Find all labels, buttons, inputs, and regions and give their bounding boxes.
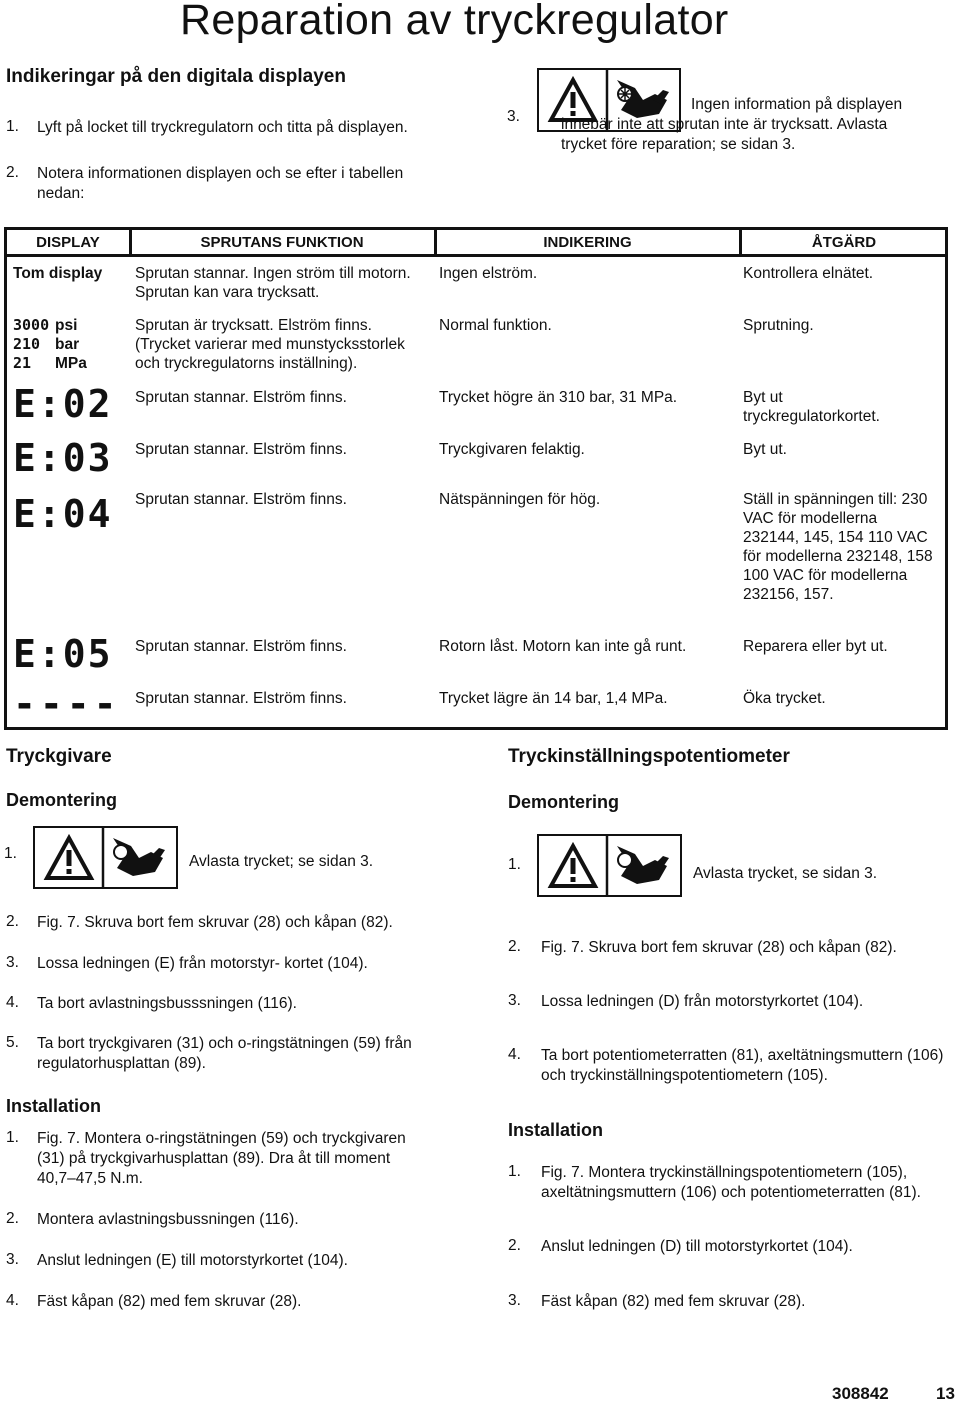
function-cell: Sprutan stannar. Elström finns. — [135, 389, 347, 406]
step-text: Avlasta trycket, se sidan 3. — [693, 865, 878, 882]
step-number: 1. — [508, 1163, 521, 1180]
step-number: 4. — [6, 994, 19, 1011]
step-number: 3. — [6, 954, 19, 971]
header-action: ÅTGÄRD — [811, 234, 877, 251]
document-number: 308842 — [832, 1384, 889, 1403]
display-unit-mpa: MPa — [55, 355, 87, 372]
indication-cell: Normal funktion. — [439, 317, 552, 334]
action-cell: Ställ in spänningen till: 230 VAC för modellerna 232144, 145, 154 110 VAC för modellerna 232148, 158 100 VAC för modellerna 232156, 157. — [743, 491, 933, 603]
step-number: 2. — [6, 164, 19, 181]
display-unit-psi: psi — [55, 317, 78, 334]
step-text: Ta bort tryckgivaren (31) och o-ringstätningen (59) från regulatorhusplattan (89). — [37, 1035, 412, 1072]
indication-cell: Nätspänningen för hög. — [439, 491, 601, 508]
function-cell: Sprutan stannar. Elström finns. — [135, 491, 347, 508]
page-title: Reparation av tryckregulator — [180, 0, 729, 44]
display-mpa-value: 21 — [13, 354, 32, 372]
step-number: 3. — [507, 108, 520, 125]
page-number: 13 — [936, 1384, 955, 1403]
step-text: Fig. 7. Skruva bort fem skruvar (28) och kåpan (82). — [37, 914, 393, 931]
display-error-code: E:05 — [13, 632, 113, 676]
step-text: Anslut ledningen (E) till motorstyrkortet (104). — [37, 1252, 348, 1269]
step-text: Avlasta trycket; se sidan 3. — [189, 853, 374, 870]
step-number: 4. — [508, 1046, 521, 1063]
step-text: Ta bort avlastningsbusssningen (116). — [37, 995, 297, 1012]
warning-text: Ingen information på displayen innebär inte att sprutan inte är trycksatt. Avlasta trycket före reparation; se sidan 3. — [561, 96, 903, 153]
function-cell: Sprutan stannar. Elström finns. — [135, 638, 347, 655]
subsection-heading: Demontering — [508, 792, 620, 812]
step-number: 2. — [508, 938, 521, 955]
header-function: SPRUTANS FUNKTION — [200, 234, 364, 251]
display-psi-value: 3000 — [13, 316, 50, 334]
step-text: Lossa ledningen (E) från motorstyr- kortet (104). — [37, 955, 368, 972]
display-low-pressure: ---- — [13, 682, 121, 726]
function-cell: Sprutan är trycksatt. Elström finns. (Trycket varierar med munstycksstorlek och tryckregulatorns inställning). — [135, 317, 405, 372]
warning-icons — [537, 834, 682, 897]
step-text: Notera informationen displayen och se efter i tabellen nedan: — [37, 165, 404, 202]
section-heading: Tryckinställningspotentiometer — [508, 746, 790, 767]
display-unit-bar: bar — [55, 336, 80, 353]
display-table — [4, 227, 948, 730]
action-cell: Reparera eller byt ut. — [743, 638, 888, 655]
action-cell: Kontrollera elnätet. — [743, 265, 874, 282]
function-cell: Sprutan stannar. Ingen ström till motorn. Sprutan kan vara trycksatt. — [135, 265, 411, 301]
function-cell: Sprutan stannar. Elström finns. — [135, 690, 347, 707]
action-cell: Byt ut tryckregulatorkortet. — [743, 389, 880, 425]
display-error-code: E:03 — [13, 436, 113, 480]
display-error-code: E:04 — [13, 492, 113, 536]
step-number: 5. — [6, 1034, 19, 1051]
step-text: Fig. 7. Montera o-ringstätningen (59) och tryckgivaren (31) på tryckgivarhusplattan (89). Dra åt till moment 40,7–47,5 N.m. — [37, 1130, 406, 1187]
indication-cell: Trycket högre än 310 bar, 31 MPa. — [439, 389, 678, 406]
step-number: 1. — [6, 1129, 19, 1146]
step-text: Lossa ledningen (D) från motorstyrkortet (104). — [541, 993, 864, 1010]
action-cell: Öka trycket. — [743, 690, 826, 707]
subsection-heading: Installation — [508, 1120, 604, 1140]
step-text: Fig. 7. Skruva bort fem skruvar (28) och kåpan (82). — [541, 939, 897, 956]
step-text: Fig. 7. Montera tryckinställningspotentiometern (105), axeltätningsmuttern (106) och potentiometerratten (81). — [541, 1164, 921, 1201]
step-number: 3. — [508, 1292, 521, 1309]
table-header — [7, 230, 945, 257]
warning-icons — [33, 826, 178, 889]
step-number: 2. — [6, 913, 19, 930]
action-cell: Byt ut. — [743, 441, 787, 458]
step-text: Fäst kåpan (82) med fem skruvar (28). — [541, 1293, 806, 1310]
step-number: 2. — [6, 1210, 19, 1227]
step-number: 1. — [508, 856, 521, 873]
display-error-code: E:02 — [13, 382, 113, 426]
subsection-heading: Installation — [6, 1096, 102, 1116]
header-display: DISPLAY — [36, 234, 100, 251]
display-blank: Tom display — [13, 265, 103, 282]
function-cell: Sprutan stannar. Elström finns. — [135, 441, 347, 458]
indication-cell: Rotorn låst. Motorn kan inte gå runt. — [439, 638, 687, 655]
step-number: 3. — [508, 992, 521, 1009]
subsection-heading: Demontering — [6, 790, 118, 810]
step-number: 3. — [6, 1251, 19, 1268]
indication-cell: Ingen elström. — [439, 265, 538, 282]
step-text: Fäst kåpan (82) med fem skruvar (28). — [37, 1293, 302, 1310]
header-indication: INDIKERING — [543, 234, 632, 251]
action-cell: Sprutning. — [743, 317, 814, 334]
section-heading: Tryckgivare — [6, 746, 112, 767]
step-text: Anslut ledningen (D) till motorstyrkortet (104). — [541, 1238, 853, 1255]
indication-cell: Tryckgivaren felaktig. — [439, 441, 585, 458]
step-text: Lyft på locket till tryckregulatorn och titta på displayen. — [37, 119, 408, 136]
step-number: 4. — [6, 1292, 19, 1309]
step-number: 1. — [4, 845, 17, 862]
indicators-heading: Indikeringar på den digitala displayen — [6, 66, 346, 87]
indication-cell: Trycket lägre än 14 bar, 1,4 MPa. — [439, 690, 668, 707]
step-number: 2. — [508, 1237, 521, 1254]
display-bar-value: 210 — [13, 335, 41, 353]
step-text: Montera avlastningsbussningen (116). — [37, 1211, 299, 1228]
step-text: Ta bort potentiometerratten (81), axeltätningsmuttern (106) och tryckinställningspotentiometern (105). — [541, 1047, 944, 1084]
step-number: 1. — [6, 118, 19, 135]
